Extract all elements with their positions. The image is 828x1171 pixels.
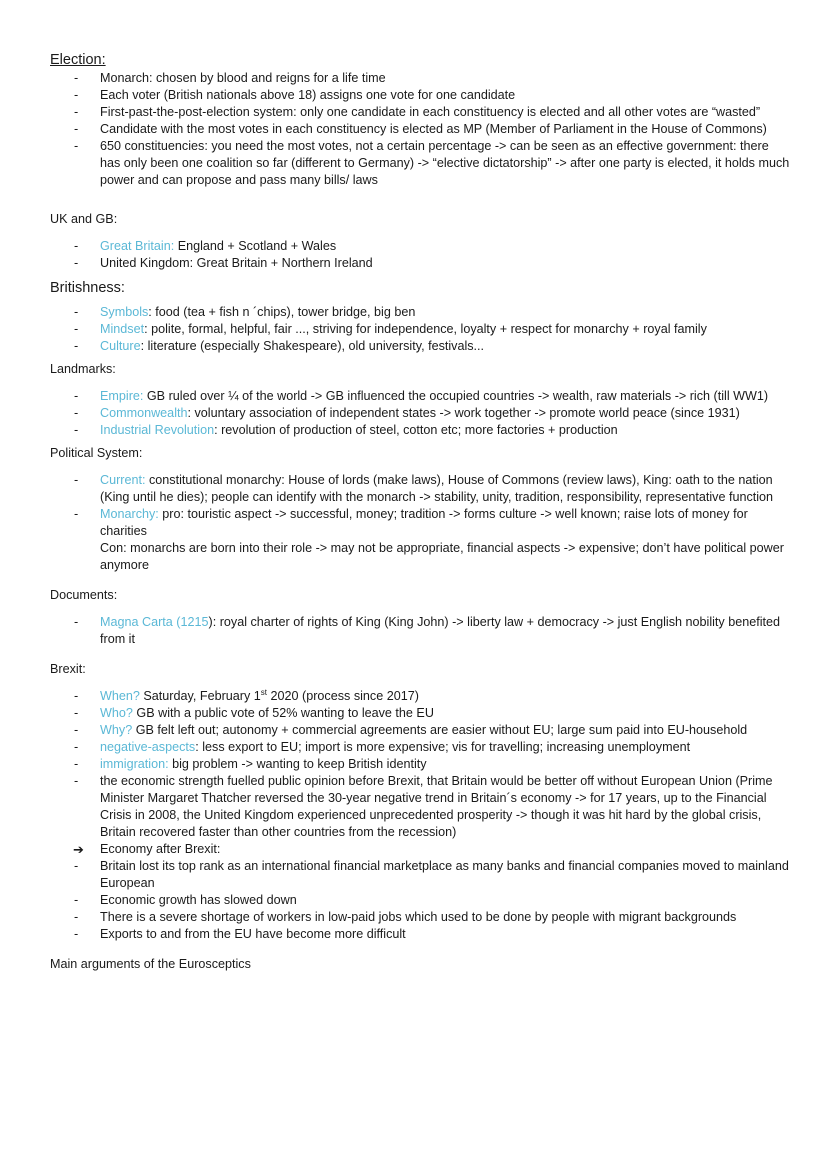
- landmarks-heading: Landmarks:: [50, 362, 116, 376]
- political-list: [50, 472, 790, 574]
- dash-bullet: -: [74, 389, 79, 403]
- documents-heading: Documents:: [50, 588, 118, 602]
- dash-bullet: -: [74, 122, 79, 136]
- highlight-term: Monarchy:: [100, 507, 159, 521]
- dash-bullet: -: [74, 256, 79, 270]
- list-item: - Each voter (British nationals above 18) assigns one vote for one candidate: [74, 88, 516, 102]
- eurosceptics-heading: Main arguments of the Eurosceptics: [50, 957, 251, 971]
- list-item: - Candidate with the most votes in each constituency is elected as MP (Member of Parliament in the House of Commons): [74, 122, 767, 136]
- dash-bullet: -: [74, 105, 79, 119]
- arrow-icon: ➔: [73, 842, 84, 857]
- dash-bullet: -: [74, 615, 79, 629]
- uk-gb-list: [50, 238, 790, 272]
- highlight-term: Commonwealth: [100, 406, 188, 420]
- list-item: - First-past-the-post-election system: only one candidate in each constituency is elected and all other votes are “wasted”: [74, 105, 761, 119]
- list-item: - Monarch: chosen by blood and reigns for a life time: [74, 71, 386, 85]
- dash-bullet: -: [74, 239, 79, 253]
- highlight-term: Symbols: [100, 305, 149, 319]
- list-item: - the economic strength fuelled public opinion before Brexit, that Britain would be better off without European Union (Prime Minister Margaret Thatcher reversed the 30-year negative trend in Britain´s economy -> for 17 years, up to the Financial Crisis in 2008, the United Kingdom experienced unprecedented prosperity -> though it was hit hard by the global crisis, Britain recovered faster than other countries from the recession): [74, 774, 773, 839]
- dash-bullet: -: [74, 689, 79, 703]
- list-item: - Who? GB with a public vote of 52% wanting to leave the EU: [74, 706, 434, 720]
- list-item: - There is a severe shortage of workers in low-paid jobs which used to be done by people with migrant backgrounds: [74, 910, 737, 924]
- dash-bullet: -: [74, 305, 79, 319]
- dash-bullet: -: [74, 88, 79, 102]
- britishness-heading: Britishness:: [50, 280, 125, 296]
- highlight-term: Why?: [100, 723, 133, 737]
- highlight-term: Who?: [100, 706, 133, 720]
- brexit-list: [50, 688, 790, 943]
- economy-after-brexit-item: ➔ Economy after Brexit:: [73, 842, 221, 857]
- highlight-term: When?: [100, 689, 140, 703]
- dash-bullet: -: [74, 910, 79, 924]
- list-item: - Commonwealth: voluntary association of independent states -> work together -> promote world peace (since 1931): [74, 406, 740, 420]
- highlight-term: Magna Carta (1215: [100, 615, 209, 629]
- election-list: [50, 70, 790, 189]
- document-page: [50, 50, 790, 973]
- list-item: - Industrial Revolution: revolution of production of steel, cotton etc; more factories + production: [74, 423, 618, 437]
- dash-bullet: -: [74, 893, 79, 907]
- dash-bullet: -: [74, 71, 79, 85]
- dash-bullet: -: [74, 927, 79, 941]
- list-item: - When? Saturday, February 1st 2020 (process since 2017): [74, 687, 419, 703]
- monarchy-con-text: Con: monarchs are born into their role -> may not be appropriate, financial aspects -> expensive; don’t have political power anymore: [100, 541, 784, 572]
- list-item: - Magna Carta (1215): royal charter of rights of King (King John) -> liberty law + democracy -> just English nobility benefited from it: [74, 615, 781, 646]
- highlight-term: negative-aspects: [100, 740, 196, 754]
- dash-bullet: -: [74, 723, 79, 737]
- political-system-heading: Political System:: [50, 446, 143, 460]
- landmarks-list: [50, 388, 790, 439]
- list-item: - Britain lost its top rank as an international financial marketplace as many banks and financial companies moved to mainland European: [74, 859, 789, 890]
- list-item: - Symbols: food (tea + fish n ´chips), tower bridge, big ben: [74, 305, 416, 319]
- highlight-term: Industrial Revolution: [100, 423, 215, 437]
- list-item: - Mindset: polite, formal, helpful, fair ..., striving for independence, loyalty + respect for monarchy + royal family: [74, 322, 707, 336]
- dash-bullet: -: [74, 139, 79, 153]
- highlight-term: Great Britain:: [100, 239, 175, 253]
- dash-bullet: -: [74, 406, 79, 420]
- highlight-term: Empire:: [100, 389, 144, 403]
- list-item: - Culture: literature (especially Shakespeare), old university, festivals...: [74, 339, 485, 353]
- dash-bullet: -: [74, 507, 79, 521]
- highlight-term: Current:: [100, 473, 146, 487]
- list-item: - Why? GB felt left out; autonomy + commercial agreements are easier without EU; large sum paid into EU-household: [74, 723, 748, 737]
- dash-bullet: -: [74, 757, 79, 771]
- britishness-list: [50, 304, 790, 355]
- highlight-term: immigration:: [100, 757, 169, 771]
- dash-bullet: -: [74, 859, 79, 873]
- list-item: - Empire: GB ruled over ¼ of the world -> GB influenced the occupied countries -> wealth, raw materials -> rich (till WW1): [74, 389, 769, 403]
- dash-bullet: -: [74, 706, 79, 720]
- dash-bullet: -: [74, 774, 79, 788]
- highlight-term: Mindset: [100, 322, 145, 336]
- list-item: - 650 constituencies: you need the most votes, not a certain percentage -> can be seen as an effective government: there has only been one coalition so far (different to Germany) -> “elective dictatorship” -> after one party is elected, it holds much power and can propose and pass many bills/ laws: [74, 139, 790, 187]
- uk-gb-heading: UK and GB:: [50, 212, 118, 226]
- dash-bullet: -: [74, 423, 79, 437]
- list-item: - United Kingdom: Great Britain + Northern Ireland: [74, 256, 373, 270]
- dash-bullet: -: [74, 473, 79, 487]
- brexit-heading: Brexit:: [50, 662, 86, 676]
- list-item: - immigration: big problem -> wanting to keep British identity: [74, 757, 427, 771]
- election-heading: Election:: [50, 52, 106, 68]
- list-item: - negative-aspects: less export to EU; import is more expensive; vis for travelling; increasing unemployment: [74, 740, 691, 754]
- highlight-term: Culture: [100, 339, 141, 353]
- list-item: - Great Britain: England + Scotland + Wales: [74, 239, 337, 253]
- documents-list: [50, 614, 790, 648]
- dash-bullet: -: [74, 740, 79, 754]
- list-item: - Economic growth has slowed down: [74, 893, 297, 907]
- dash-bullet: -: [74, 322, 79, 336]
- dash-bullet: -: [74, 339, 79, 353]
- list-item: - Exports to and from the EU have become more difficult: [74, 927, 406, 941]
- list-item: - Current: constitutional monarchy: House of lords (make laws), House of Commons (review laws), King: oath to the nation (King until he dies); people can identify with the monarch -> stability, unity, tradition, responsibility, representative function: [74, 473, 774, 504]
- list-item: - Monarchy: pro: touristic aspect -> successful, money; tradition -> forms culture -> well known; raise lots of money for charities Con: monarchs are born into their role -> may not be appropriate, financial aspects -> expensive; don’t have political power anymore: [74, 507, 784, 572]
